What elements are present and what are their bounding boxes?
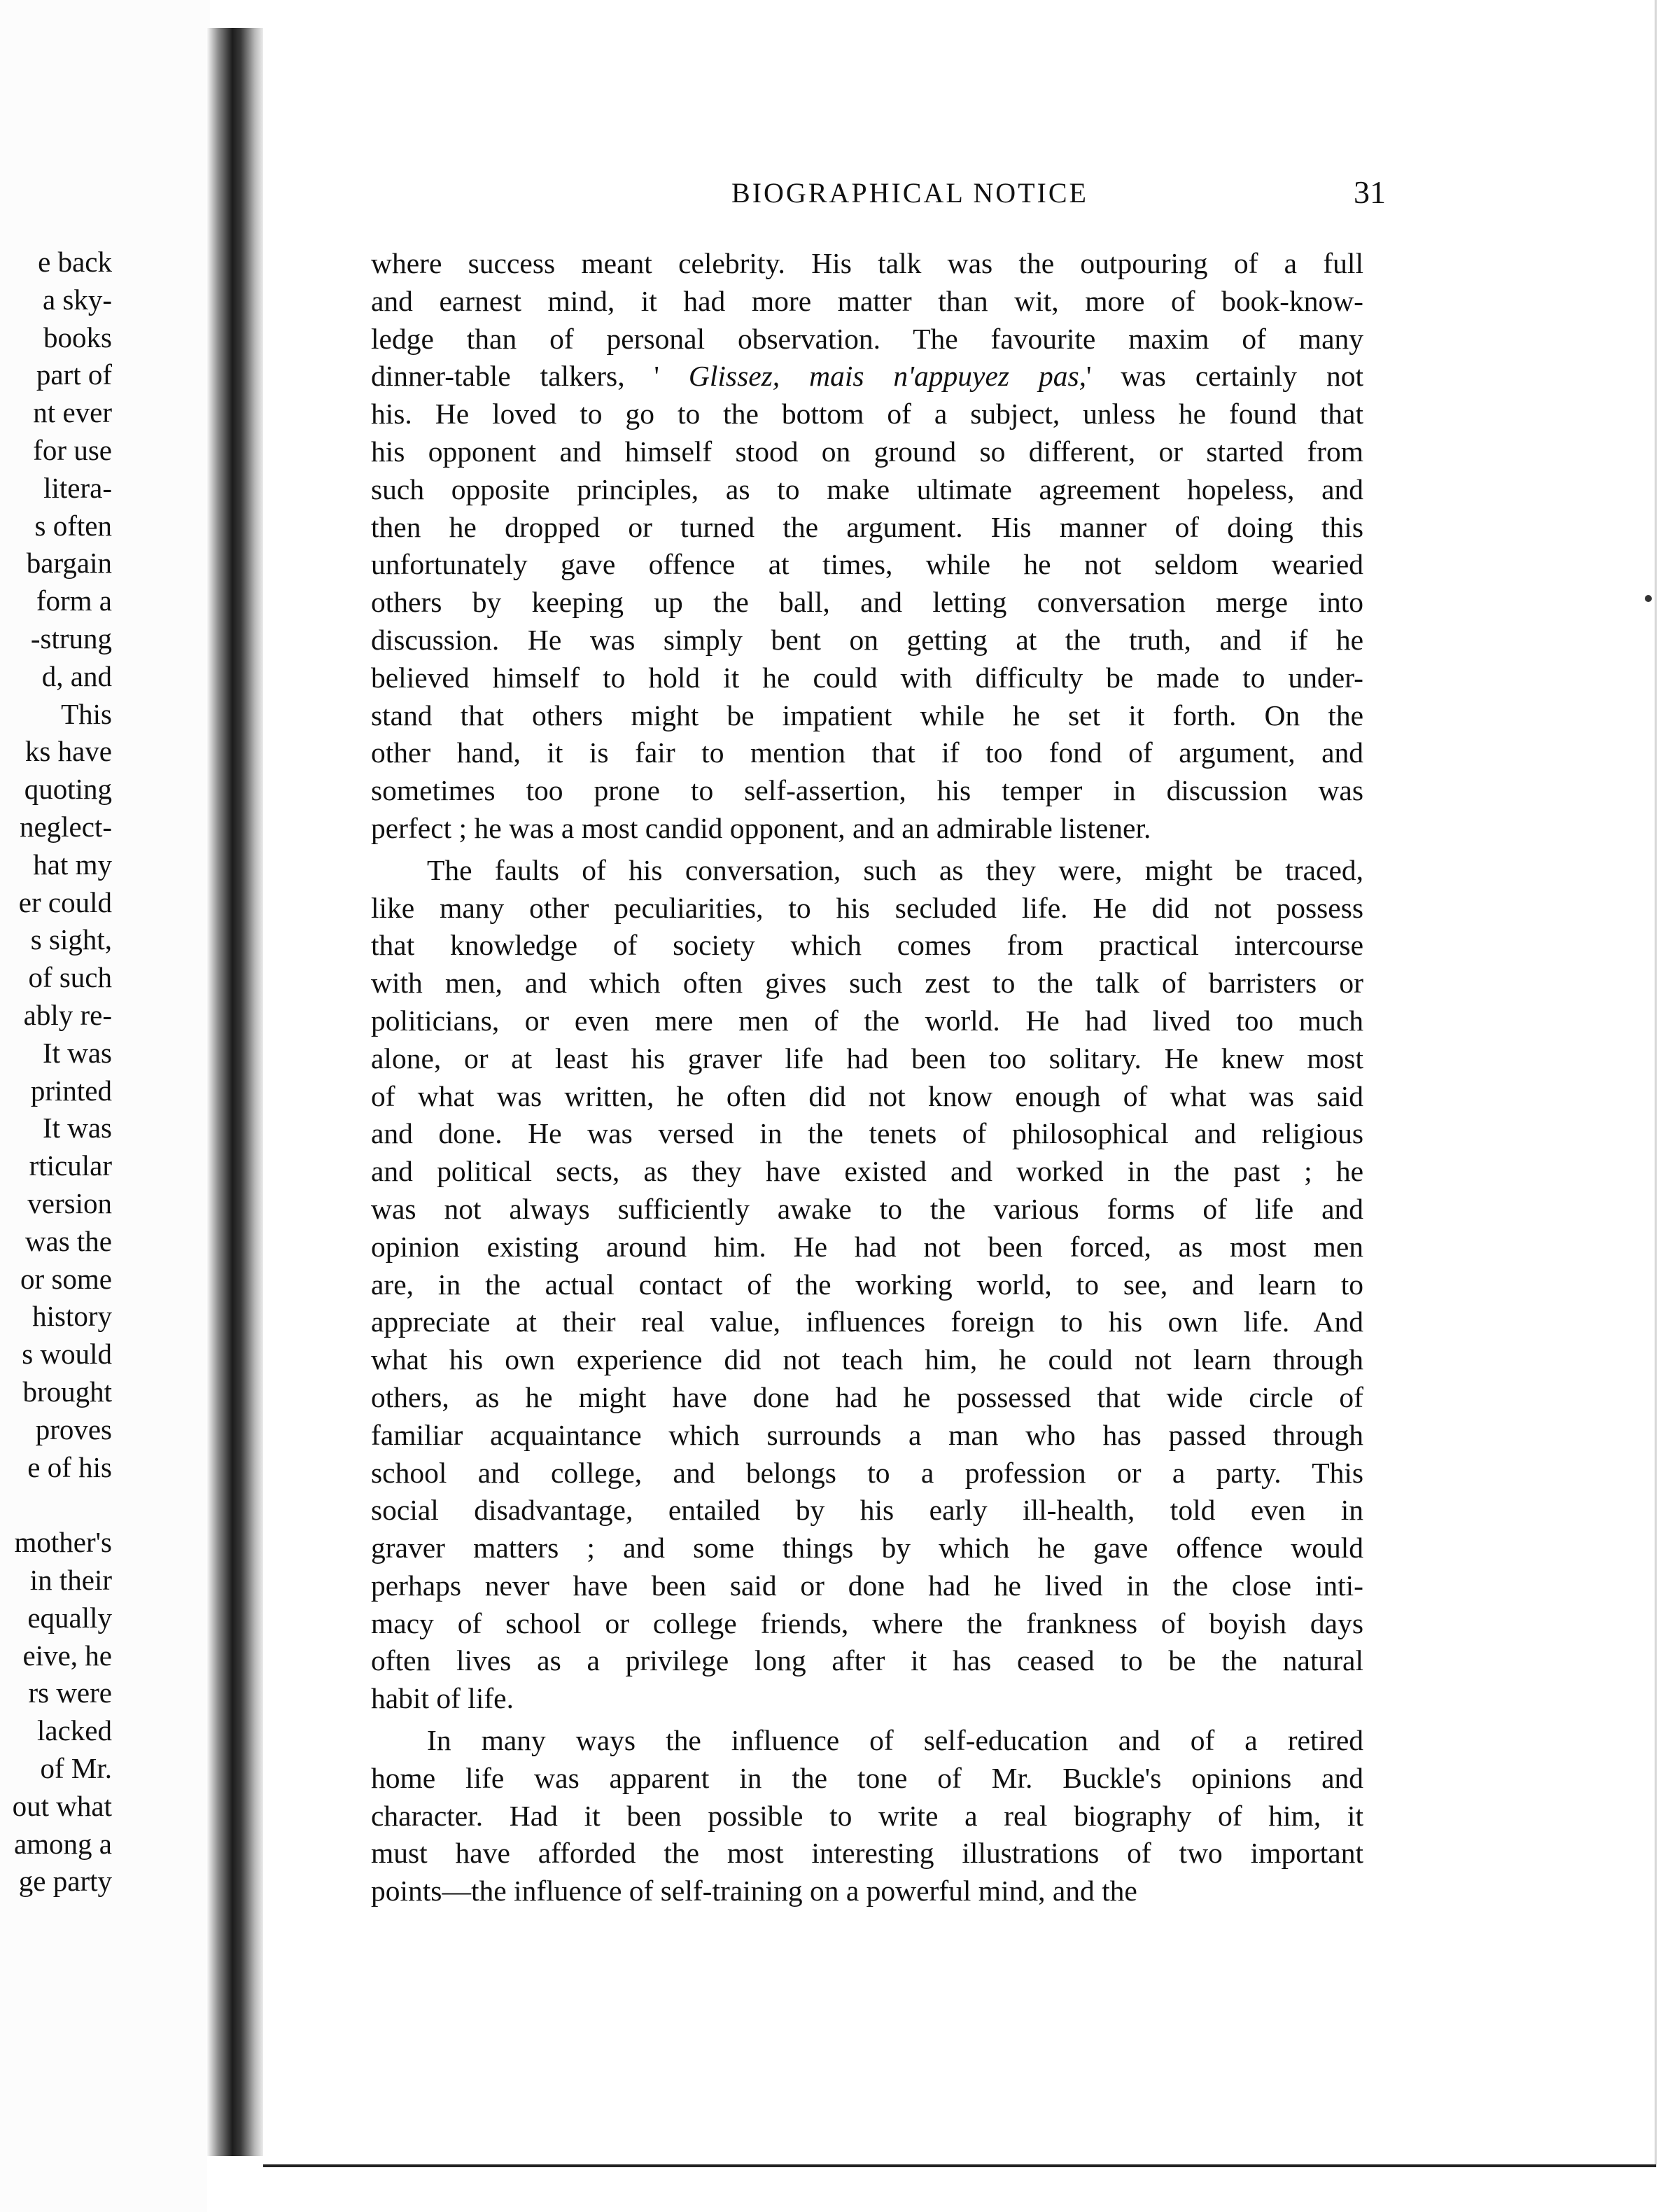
text-line: and political sects, as they have existed and worked in the past ; he — [371, 1155, 1363, 1188]
left-page-line: s often — [34, 509, 112, 542]
left-page-line: litera- — [43, 471, 112, 504]
text-line: sometimes too prone to self-assertion, his temper in discussion was — [371, 774, 1363, 807]
left-page-line: e of his — [27, 1450, 112, 1483]
left-page-line: brought — [22, 1376, 112, 1408]
text-line: then he dropped or turned the argument. His manner of doing this — [371, 510, 1363, 543]
left-page-line: er could — [18, 886, 112, 918]
running-head: BIOGRAPHICAL NOTICE — [731, 177, 1088, 209]
text-line: must have afforded the most interesting illustrations of two important — [371, 1837, 1363, 1870]
left-page-line: ks have — [24, 735, 112, 768]
previous-page-fragment — [0, 0, 210, 2212]
text-line: social disadvantage, entailed by his early ill-health, told even in — [371, 1494, 1363, 1527]
text-line: appreciate at their real value, influences foreign to his own life. And — [371, 1306, 1363, 1338]
left-page-line: bargain — [26, 547, 112, 580]
text-line: often lives as a privilege long after it has ceased to be the natural — [371, 1644, 1363, 1677]
text-line: graver matters ; and some things by which he gave offence would — [371, 1532, 1363, 1564]
text-line: unfortunately gave offence at times, while he not seldom wearied — [371, 548, 1363, 581]
left-page-line: form a — [36, 584, 112, 617]
left-page-line: history — [32, 1300, 112, 1333]
text-line: habit of life. — [371, 1682, 514, 1715]
page-bottom-edge — [263, 2164, 1656, 2167]
left-page-line: ably re- — [23, 999, 112, 1031]
text-line: others, as he might have done had he possessed that wide circle of — [371, 1380, 1363, 1413]
left-page-line: lacked — [37, 1714, 112, 1747]
paragraph — [371, 1722, 1363, 1910]
left-page-line: rs were — [28, 1676, 112, 1709]
body-text — [371, 245, 1363, 1910]
text-line: his opponent and himself stood on ground so different, or started from — [371, 435, 1363, 468]
book-gutter-shadow — [207, 28, 263, 2163]
left-page-line: part of — [36, 358, 112, 391]
text-line: perhaps never have been said or done had he lived in the close inti- — [371, 1569, 1363, 1602]
paragraph — [371, 852, 1363, 1718]
left-page-line: for use — [33, 434, 112, 466]
left-page-line: in their — [29, 1564, 112, 1596]
scan-speck — [1645, 595, 1652, 602]
page-number: 31 — [1354, 174, 1386, 210]
text-line: other hand, it is fair to mention that if too fond of argument, and — [371, 736, 1363, 769]
text-line: character. Had it been possible to write a real biography of him, it — [371, 1799, 1363, 1832]
text-line: such opposite principles, as to make ultimate agreement hopeless, and — [371, 472, 1363, 505]
left-page-line: s sight, — [30, 923, 112, 956]
text-line: of what was written, he often did not know enough of what was said — [371, 1079, 1363, 1112]
left-page-line: neglect- — [19, 811, 112, 843]
gutter-bottom — [207, 2156, 263, 2212]
left-page-line: printed — [30, 1074, 112, 1107]
text-line: was not always sufficiently awake to the various forms of life and — [371, 1192, 1363, 1225]
text-line: others by keeping up the ball, and letting conversation merge into — [371, 586, 1363, 619]
left-page-line: nt ever — [33, 396, 112, 429]
left-page-line: It was — [42, 1112, 112, 1144]
left-page-line: rticular — [29, 1149, 112, 1182]
left-page-line: ge party — [18, 1865, 112, 1898]
left-page-line: hat my — [33, 848, 112, 881]
left-page-line: eive, he — [22, 1639, 112, 1672]
text-line: stand that others might be impatient while he set it forth. On the — [371, 699, 1363, 732]
text-line: points—the influence of self-training on a powerful mind, and the — [371, 1875, 1137, 1907]
text-line: politicians, or even mere men of the world. He had lived too much — [371, 1004, 1363, 1037]
italic-phrase: Glissez, mais n'appuyez pas, — [688, 360, 1086, 393]
text-line: dinner-table talkers, ' Glissez, mais n'appuyez pas,' was certainly not — [371, 360, 1363, 393]
text-line: school and college, and belongs to a profession or a party. This — [371, 1456, 1363, 1489]
text-line: and done. He was versed in the tenets of philosophical and religious — [371, 1117, 1363, 1150]
left-page-line: quoting — [24, 773, 112, 806]
left-page-line: equally — [27, 1601, 112, 1634]
left-page-line: e back — [38, 246, 112, 278]
text-line: like many other peculiarities, to his secluded life. He did not possess — [371, 891, 1363, 924]
text-line: what his own experience did not teach him, he could not learn through — [371, 1343, 1363, 1376]
text-line: familiar acquaintance which surrounds a man who has passed through — [371, 1418, 1363, 1451]
left-page-line: s would — [22, 1338, 112, 1371]
left-page-line: out what — [12, 1789, 112, 1822]
text-line: believed himself to hold it he could with difficulty be made to under- — [371, 661, 1363, 694]
left-page-line: proves — [35, 1413, 112, 1446]
left-page-line: version — [27, 1187, 112, 1219]
text-line: opinion existing around him. He had not been forced, as most men — [371, 1230, 1363, 1263]
text-line: are, in the actual contact of the working world, to see, and learn to — [371, 1268, 1363, 1301]
left-page-line: mother's — [14, 1526, 112, 1559]
text-line: The faults of his conversation, such as they were, might be traced, — [427, 853, 1363, 886]
text-line: In many ways the influence of self-education and of a retired — [427, 1724, 1363, 1757]
left-page-line: books — [43, 321, 112, 354]
text-line: with men, and which often gives such zest to the talk of barristers or — [371, 967, 1363, 1000]
text-line: and earnest mind, it had more matter than wit, more of book-know- — [371, 284, 1363, 317]
text-line: alone, or at least his graver life had been too solitary. He knew most — [371, 1042, 1363, 1074]
page-edge — [1655, 0, 1657, 2167]
left-page-line: a sky- — [42, 283, 112, 316]
left-page-line: d, and — [41, 659, 112, 692]
left-page-line: of Mr. — [40, 1752, 112, 1784]
text-line: macy of school or college friends, where the frankness of boyish days — [371, 1606, 1363, 1639]
left-page-line: among a — [13, 1827, 112, 1860]
left-page-line: or some — [20, 1262, 112, 1295]
text-line: perfect ; he was a most candid opponent, and an admirable listener. — [371, 811, 1151, 844]
paragraph — [371, 245, 1363, 848]
text-line: discussion. He was simply bent on getting at the truth, and if he — [371, 623, 1363, 656]
left-page-line: of such — [28, 961, 112, 994]
text-line: his. He loved to go to the bottom of a subject, unless he found that — [371, 398, 1363, 430]
left-page-line: This — [61, 697, 112, 730]
text-line: home life was apparent in the tone of Mr. Buckle's opinions and — [371, 1761, 1363, 1794]
text-line: that knowledge of society which comes from practical intercourse — [371, 929, 1363, 962]
left-page-line: was the — [24, 1224, 112, 1257]
left-page-line: It was — [42, 1036, 112, 1069]
text-line: ledge than of personal observation. The favourite maxim of many — [371, 322, 1363, 355]
left-page-line: -strung — [30, 622, 112, 654]
text-line: where success meant celebrity. His talk was the outpouring of a full — [371, 247, 1363, 279]
